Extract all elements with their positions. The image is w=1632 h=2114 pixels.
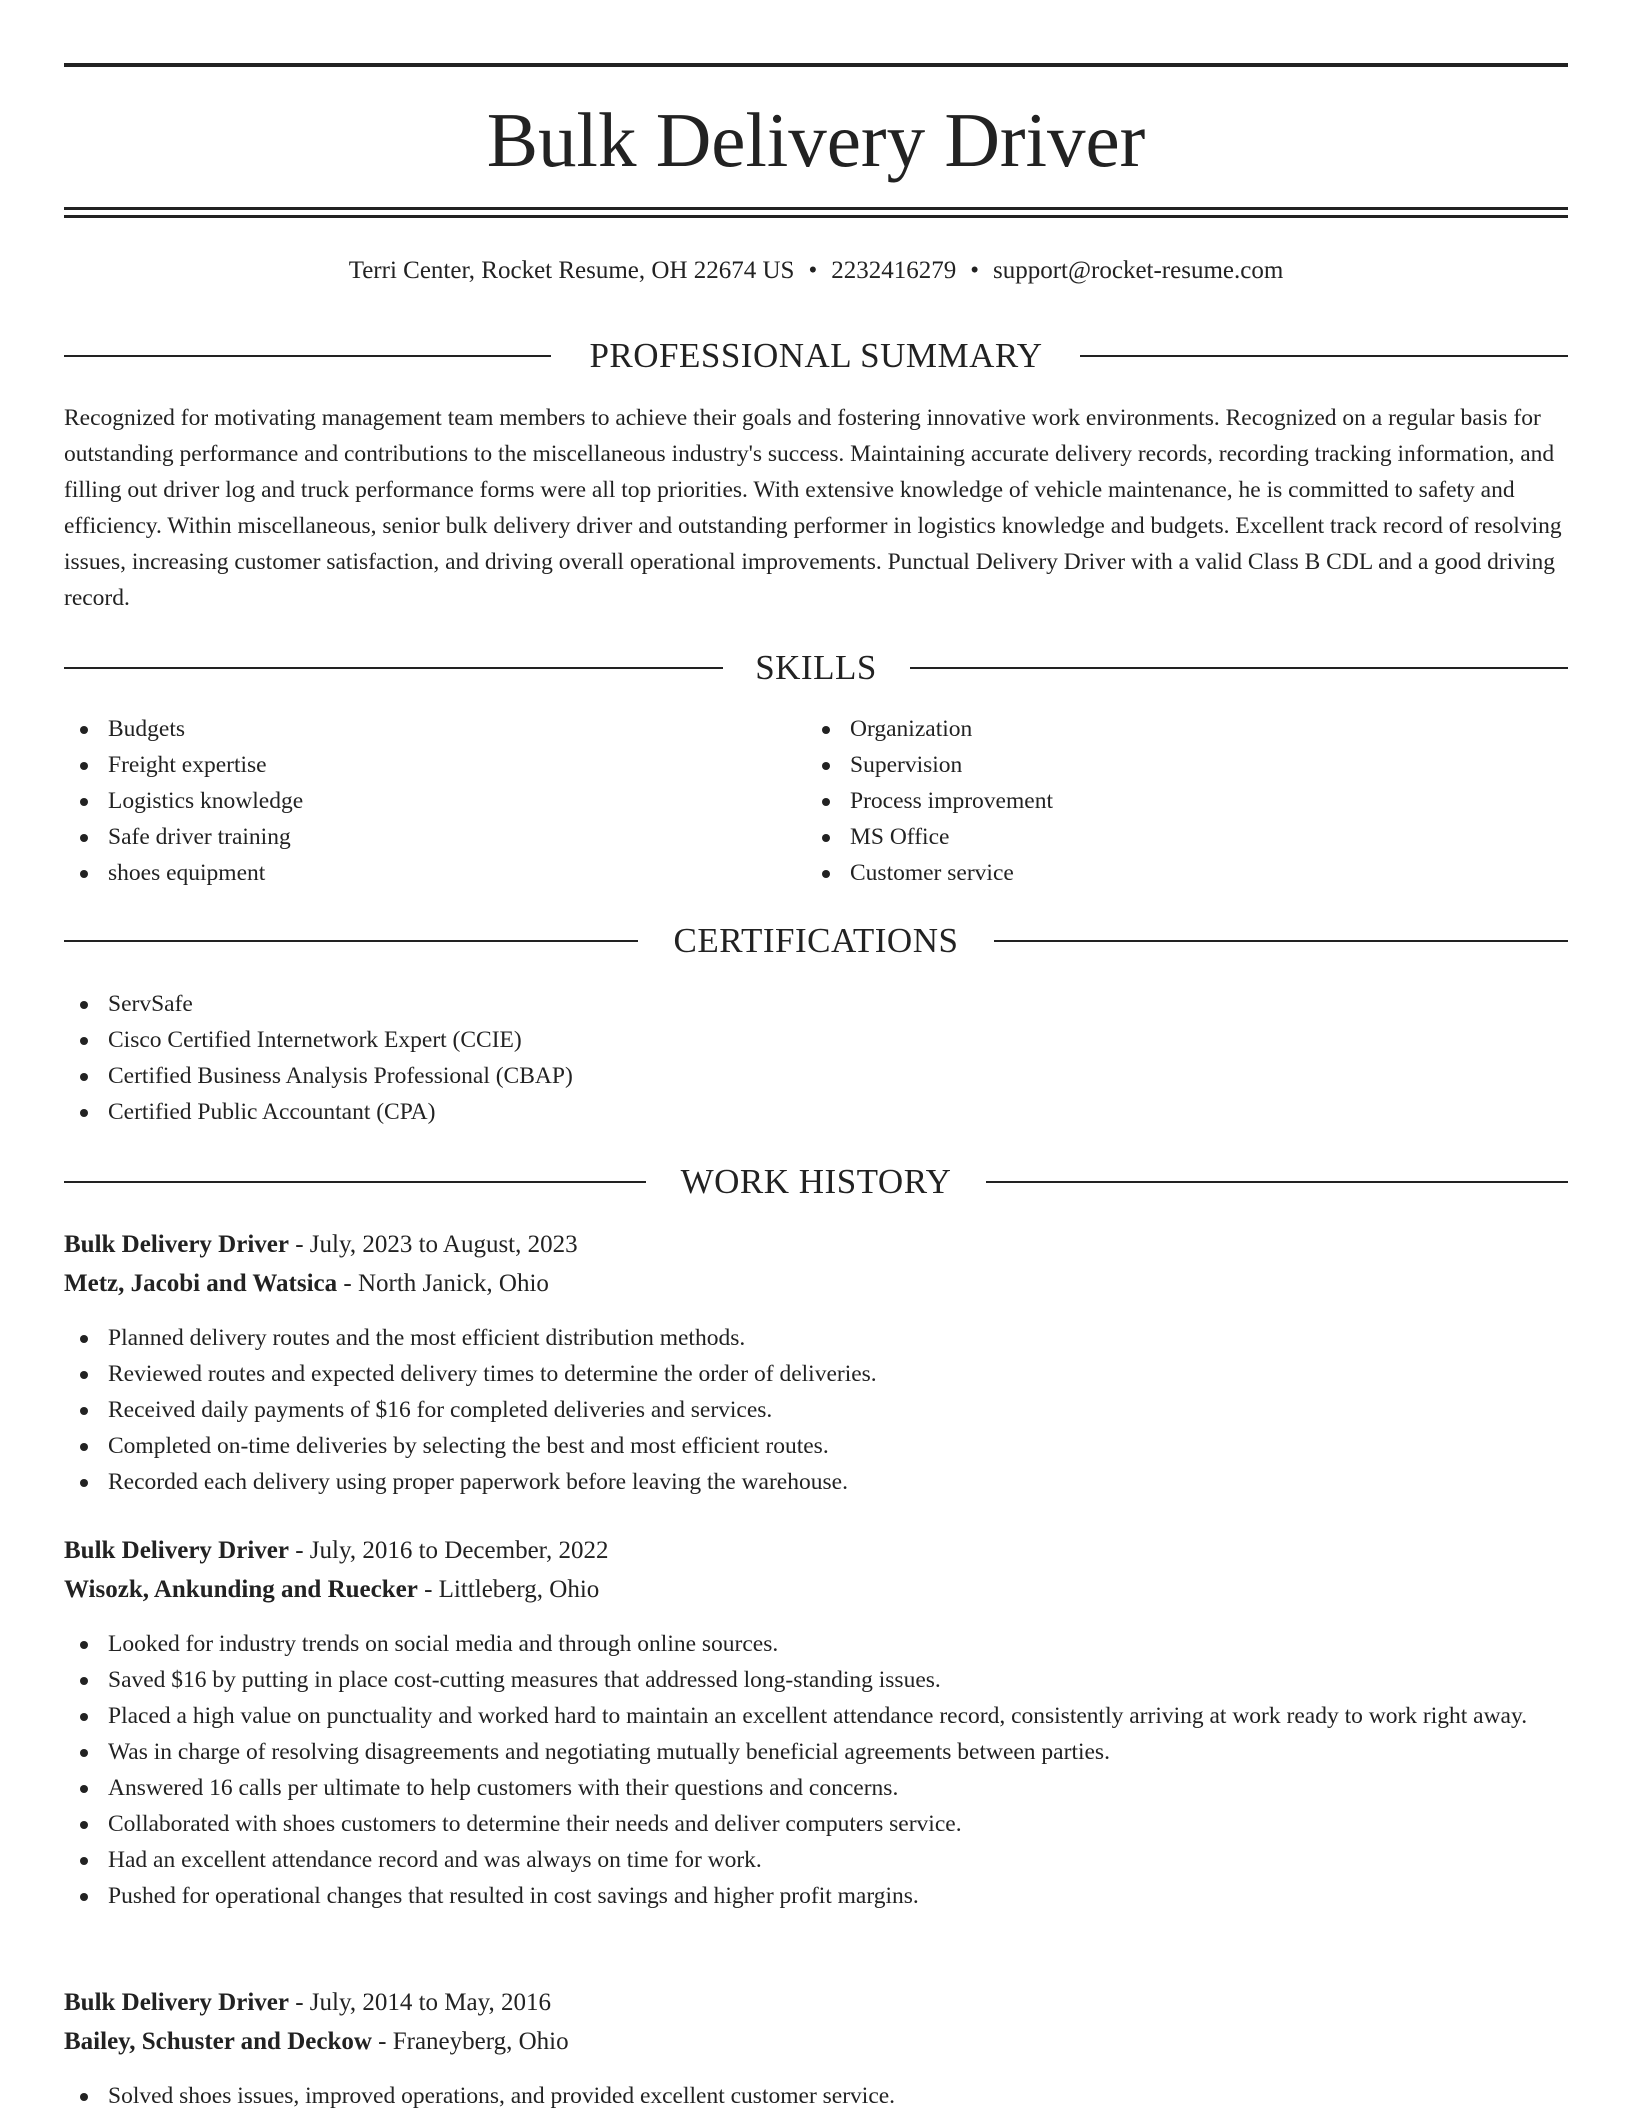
job-title-line: [64, 1227, 1568, 1263]
job-bullet: Saved $16 by putting in place cost-cutting measures that addressed long-standing issues.: [64, 1662, 1568, 1698]
section-title-work-history: WORK HISTORY: [680, 1162, 952, 1201]
header-top-rule: [64, 63, 1568, 67]
job-bullet: Solved shoes issues, improved operations, and provided excellent customer service.: [64, 2078, 1568, 2114]
job-dates: - July, 2023 to August, 2023: [288, 1231, 578, 1258]
section-header-summary: [64, 334, 1568, 378]
certification-item: Cisco Certified Internetwork Expert (CCIE): [64, 1022, 1568, 1058]
job-company: Bailey, Schuster and Deckow: [64, 2028, 372, 2055]
skill-item: Safe driver training: [64, 819, 764, 855]
section-title-summary: PROFESSIONAL SUMMARY: [589, 336, 1043, 375]
job-company: Wisozk, Ankunding and Ruecker: [64, 1576, 418, 1603]
job-bullet: Received daily payments of $16 for completed deliveries and services.: [64, 1392, 1568, 1428]
contact-separator: •: [970, 257, 979, 284]
certifications-list: [64, 986, 1568, 1130]
skill-item: Customer service: [806, 855, 1506, 891]
job-bullet: Recorded each delivery using proper paperwork before leaving the warehouse.: [64, 1464, 1568, 1500]
contact-separator: •: [808, 257, 818, 284]
job-title: Bulk Delivery Driver: [64, 1537, 289, 1564]
job-bullet: Planned delivery routes and the most efficient distribution methods.: [64, 1320, 1568, 1356]
job-location: - Franeyberg, Ohio: [371, 2028, 569, 2055]
job-location: - Littleberg, Ohio: [417, 1576, 600, 1603]
job-dates: - July, 2016 to December, 2022: [288, 1537, 609, 1564]
job-title-line: [64, 1533, 1568, 1569]
job-company-line: [64, 1572, 1568, 1608]
skill-item: Organization: [806, 711, 1506, 747]
job-dates: - July, 2014 to May, 2016: [288, 1989, 551, 2016]
header-bottom-rule-upper: [64, 207, 1568, 210]
header-bottom-rule-lower: [64, 215, 1568, 218]
certification-item: Certified Business Analysis Professional (CBAP): [64, 1058, 1568, 1094]
job-bullet: Answered 16 calls per ultimate to help customers with their questions and concerns.: [64, 1770, 1568, 1806]
job-location: - North Janick, Ohio: [337, 1270, 549, 1297]
job-bullet: Had an excellent attendance record and was always on time for work.: [64, 1842, 1568, 1878]
job-company: Metz, Jacobi and Watsica: [64, 1270, 338, 1297]
job-bullet: Pushed for operational changes that resulted in cost savings and higher profit margins.: [64, 1878, 1568, 1914]
section-header-work-history: [64, 1160, 1568, 1204]
skills-list-right: [806, 711, 1506, 891]
job-bullet: Placed a high value on punctuality and worked hard to maintain an excellent attendance record, consistently arriving at work ready to work right away.: [64, 1698, 1568, 1734]
certification-item: Certified Public Accountant (CPA): [64, 1094, 1568, 1130]
skill-item: Process improvement: [806, 783, 1506, 819]
job-company-line: [64, 1266, 1568, 1302]
skill-item: Freight expertise: [64, 747, 764, 783]
skills-list-left: [64, 711, 764, 891]
section-title-certifications: CERTIFICATIONS: [673, 921, 959, 960]
contact-address: Terri Center, Rocket Resume, OH 22674 US: [348, 257, 795, 284]
job-title: Bulk Delivery Driver: [64, 1989, 289, 2016]
summary-text: Recognized for motivating management team members to achieve their goals and fostering innovative work environments. Recognized on a regular basis for outstanding performance and contributions to the miscellaneous industry's success. Maintaining accurate delivery records, recording tracking information, and filling out driver log and truck performance forms were all top priorities. With extensive knowledge of vehicle maintenance, he is committed to safety and efficiency. Within miscellaneous, senior bulk delivery driver and outstanding performer in logistics knowledge and budgets. Excellent track record of resolving issues, increasing customer satisfaction, and driving overall operational improvements. Punctual Delivery Driver with a valid Class B CDL and a good driving record.: [64, 405, 1562, 611]
job-bullets: [64, 1626, 1568, 1914]
job-bullet: Collaborated with shoes customers to determine their needs and deliver computers service.: [64, 1806, 1568, 1842]
job-bullet: Was in charge of resolving disagreements and negotiating mutually beneficial agreements between parties.: [64, 1734, 1568, 1770]
resume-title: Bulk Delivery Driver: [486, 97, 1146, 183]
section-header-certifications: [64, 919, 1568, 963]
skill-item: shoes equipment: [64, 855, 764, 891]
job-bullet: Completed on-time deliveries by selecting the best and most efficient routes.: [64, 1428, 1568, 1464]
skill-item: Budgets: [64, 711, 764, 747]
contact-phone: 2232416279: [831, 257, 957, 284]
job-title-line: [64, 1985, 1568, 2021]
skill-item: MS Office: [806, 819, 1506, 855]
job-bullets: [64, 1320, 1568, 1500]
certification-item: ServSafe: [64, 986, 1568, 1022]
contact-line: [0, 255, 1632, 287]
skill-item: Logistics knowledge: [64, 783, 764, 819]
skill-item: Supervision: [806, 747, 1506, 783]
job-title: Bulk Delivery Driver: [64, 1231, 289, 1258]
job-bullet: Looked for industry trends on social media and through online sources.: [64, 1626, 1568, 1662]
job-company-line: [64, 2024, 1568, 2060]
job-bullet: Reviewed routes and expected delivery times to determine the order of deliveries.: [64, 1356, 1568, 1392]
job-bullets: [64, 2078, 1568, 2114]
section-header-skills: [64, 646, 1568, 690]
section-title-skills: SKILLS: [755, 648, 877, 687]
contact-email: support@rocket-resume.com: [993, 257, 1284, 284]
